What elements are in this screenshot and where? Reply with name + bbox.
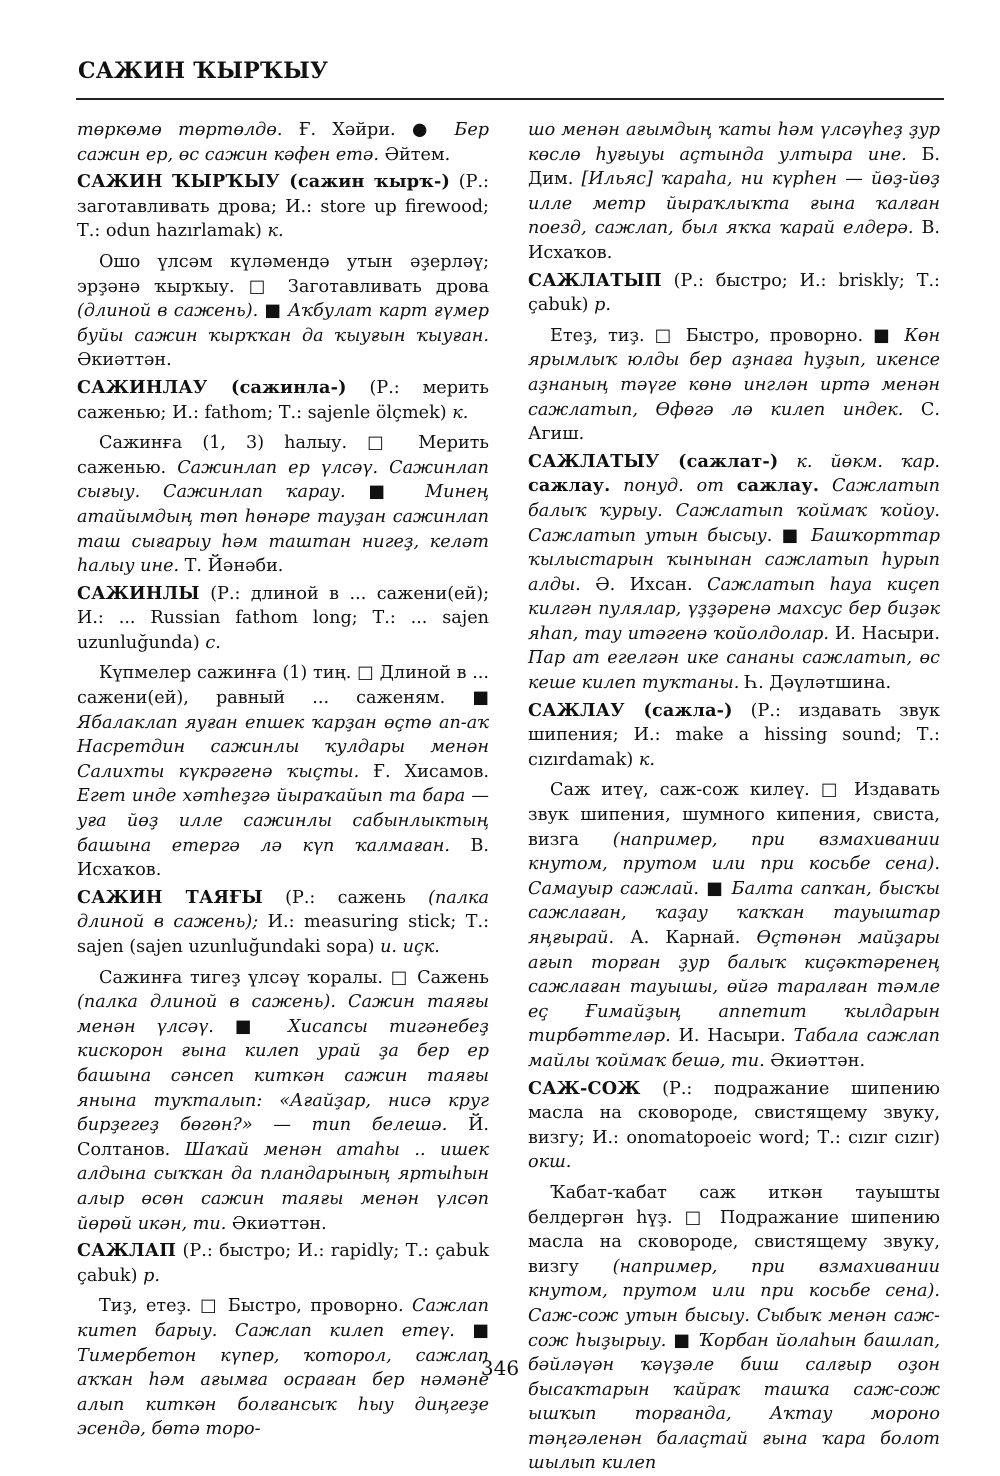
- italic-text: Аҡбулат карт ғүмер буйы сажин ҡырҡҡан да ҡыуғын ҡыуған.: [77, 301, 489, 346]
- continued-text: [77, 118, 489, 167]
- left-column: [77, 118, 489, 1442]
- italic-text: Сажинлап ер үлсәү. Сажинлап сығыу. Сажинлап ҡарау.: [77, 457, 489, 503]
- italic-text: Минең атайымдың төп һөнәре тауҙан сажинлап таш сығарыу һәм таштан нигеҙ, келәт һалыу ине.: [77, 482, 489, 577]
- italic-text: р.: [143, 1265, 160, 1286]
- headword: сажлау.: [736, 475, 820, 497]
- italic-text: и. иҫк.: [380, 937, 440, 957]
- text-segment: (Р.: заготавливать дрова; И.: store up firewood; Т.: odun hazırlamak): [77, 172, 489, 242]
- entry-definition: [77, 431, 489, 579]
- text-segment: (Р.: быстро; И.: rapidly; Т.: çabuk çabuk): [77, 1241, 489, 1286]
- text-segment: (Р.: подражание шипению масла на сковороде, свистящему звуку, визгу; И.: onomatopoeic word; Т.: cızır cızır): [528, 1078, 940, 1148]
- text-segment: В. Исхаҡов.: [528, 218, 940, 263]
- dictionary-entry: [77, 1239, 489, 1288]
- text-segment: Сажень: [409, 967, 489, 988]
- dictionary-entry: [528, 699, 940, 773]
- text-segment: Әкиәттән.: [764, 1050, 866, 1071]
- text-segment: (Р.: сажень: [262, 887, 429, 908]
- text-segment: Саж итеү, саж-сож килеү.: [550, 780, 821, 801]
- entry-definition: [528, 324, 940, 447]
- italic-text: Өҫтөнән майҙары ағып торған ҙур балыҡ киҫәктәренең сажлаған тауышы, өйгә таралған тәмле еҫ Ғимайҙың аппетит ҡылдарын тирбәттеләр.: [528, 928, 940, 1047]
- entry-definition: [77, 661, 489, 882]
- italic-text: (например, при взмахивании кнутом, прутом или при косьбе сена). Самауыр сажлай.: [528, 829, 941, 899]
- text-segment: И. Насыри.: [670, 1026, 794, 1047]
- text-segment: Әкиәттән.: [77, 350, 172, 371]
- text-segment: ■: [213, 1016, 289, 1037]
- headword: САЖИН ҠЫРҠЫУ (сажин ҡырҡ-): [77, 171, 450, 193]
- text-segment: ●: [411, 120, 439, 140]
- text-segment: □: [367, 433, 399, 454]
- headword: САЖ-СОЖ: [528, 1077, 641, 1099]
- italic-text: Көн ярымлыҡ юлды бер аҙнаға һуҙып, икенсе аҙнаның тәүге көнө инглән иртә менән сажлатып, Өфөгә лә килеп индек.: [528, 325, 941, 420]
- headword: САЖИНЛАУ (сажинла-): [77, 376, 347, 398]
- entry-definition: [528, 778, 940, 1073]
- entry-definition: [77, 250, 489, 373]
- dictionary-entry: [77, 376, 489, 425]
- text-segment: (Р.: быстро; И.: briskly; Т.: çabuk): [528, 270, 940, 316]
- italic-text: (палка длиной в сажень);: [77, 887, 489, 933]
- italic-text: к.: [267, 221, 284, 242]
- headword: САЖИН ТАЯҒЫ: [77, 886, 263, 908]
- italic-text: Егет инде хәтһеҙгә йыраҡайып та бара — уға йөҙ илле сажинлы сабынлыктың башына етергә лә күп ҡалмаған.: [77, 786, 489, 856]
- text-segment: Тиҙ, етеҙ.: [99, 1296, 200, 1317]
- headword: САЖЛАТЫУ (сажлат-): [528, 450, 779, 472]
- text-segment: А. Карнай.: [614, 928, 757, 948]
- italic-text: (длиной в сажень).: [77, 301, 259, 322]
- text-segment: □: [199, 1296, 220, 1317]
- text-segment: (Р.: мерить саженью; И.: fathom; Т.: sajenle ölçmek): [77, 377, 489, 423]
- text-segment: Ә. Ихсан.: [580, 574, 708, 595]
- text-segment: Етеҙ, тиҙ.: [550, 325, 655, 346]
- text-segment: Т. Йәнәби.: [179, 556, 284, 577]
- text-segment: Ғ. Хәйри.: [282, 120, 412, 140]
- text-segment: Әкиәттән.: [226, 1213, 327, 1234]
- dictionary-entry: [528, 269, 940, 318]
- text-segment: В. Исхаҡов.: [77, 835, 489, 881]
- page-number: 346: [480, 1356, 520, 1380]
- text-segment: ■: [258, 301, 288, 322]
- italic-text: төркөмө төртөлдө.: [77, 120, 283, 140]
- headword: САЖИНЛЫ: [77, 582, 200, 604]
- italic-text: Табала сажлап майлы ҡоймаҡ бешә, ти.: [528, 1026, 940, 1071]
- italic-text: (палка длиной в сажень). Сажин таяғы менән үлсәү.: [77, 992, 489, 1037]
- text-segment: Күпмелер сажинға (1) тиң.: [99, 663, 358, 684]
- running-head: САЖИН ҠЫРҠЫУ: [78, 58, 329, 84]
- text-segment: Заготавливать дрова: [273, 276, 490, 297]
- italic-text: окш.: [528, 1152, 572, 1173]
- text-segment: Әйтем.: [379, 144, 451, 165]
- text-segment: Сажинға тигеҙ үлсәү ҡоралы.: [99, 967, 391, 988]
- dictionary-entry: [77, 886, 489, 960]
- italic-text: Сажлап китеп барыу. Сажлап килеп етеү.: [77, 1296, 490, 1341]
- headword: САЖЛАП: [77, 1240, 177, 1262]
- italic-text: Башҡорттар ҡылыстарын ҡынынан сажлатып һурып алды.: [528, 525, 940, 595]
- text-segment: Б. Дим.: [528, 144, 940, 190]
- text-segment: ■: [666, 1330, 699, 1351]
- italic-text: Сажлатып балыҡ ҡурыу. Сажлатып ҡоймаҡ ҡойоу. Сажлатып утын бысыу.: [528, 476, 940, 546]
- italic-text: шо менән ағымдың ҡаты һәм үлсәүһеҙ ҙур көслө һуғыуы аҫтында ултыра ине.: [528, 120, 940, 165]
- text-segment: □: [248, 276, 274, 297]
- text-segment: ■: [772, 525, 812, 546]
- text-segment: С. Агиш.: [528, 399, 940, 445]
- text-segment: (Р.: длиной в ... сажени(ей); И.: ... Russian fathom long; Т.: ... sajen uzunluğunda): [77, 583, 489, 653]
- headword: сажлау.: [528, 475, 611, 497]
- text-segment: Быстро, проворно.: [675, 325, 874, 346]
- text-segment: □: [357, 663, 374, 684]
- text-segment: Ошо үлсәм күләмендә утын әҙерләү; эрҙәнә ҡырҡыу.: [77, 251, 489, 297]
- text-segment: Сажинға (1, 3) һалыу.: [99, 433, 368, 454]
- headword: САЖЛАУ (сажла-): [528, 699, 733, 721]
- text-segment: ■: [699, 878, 732, 899]
- text-segment: Ғ. Хисамов.: [359, 761, 489, 782]
- italic-text: Балта сапҡан, бысҡы сажлаған, ҡаҙау ҡаҡҡан тауыштар яңғырай.: [528, 878, 940, 948]
- text-segment: □: [390, 967, 410, 988]
- entry-definition: [77, 966, 489, 1237]
- dictionary-entry: [528, 450, 940, 696]
- italic-text: Бер сажин ер, өс сажин кәфен етә.: [77, 120, 489, 165]
- continued-text: [528, 118, 940, 266]
- text-segment: □: [820, 780, 843, 801]
- italic-text: р.: [594, 295, 611, 316]
- text-segment: Һ. Дәүләтшина.: [739, 673, 892, 694]
- text-segment: И.: measuring stick; Т.: sajen (sajen uzunluğundaki sopa): [77, 912, 490, 957]
- text-segment: Длиной в ... сажени(ей), равный ... саженям.: [77, 663, 489, 709]
- italic-text: Ябалаклап яуған епшек ҡарҙан өҫтө ап-аҡ Насретдин сажинлы ҡулдары менән Салихты күкрәгенә ҡыҫты.: [77, 712, 489, 782]
- italic-text: Пар ат егелгән ике сананы сажлатып, өс кеше килеп туҡтаны.: [528, 648, 940, 694]
- dictionary-entry: [77, 170, 489, 244]
- text-segment: И. Насыри.: [828, 623, 940, 644]
- italic-text: к. йөкм. ҡар.: [778, 451, 940, 472]
- italic-text: понуд. от: [610, 476, 737, 497]
- italic-text: к.: [452, 402, 469, 423]
- italic-text: Хисапсы тигәнебеҙ кискорон ғына килеп урай ҙа бер ер башына сәнсеп киткән сажин таяғы янына туҡталып: «Ағайҙар, нисә круг бирҙегеҙ бөгөн?» — тип белешә.: [77, 1016, 490, 1136]
- italic-text: Тимербетон күпер, ҡоторол, сажлап аҡҡан һәм ағымға осраған бер нәмәне алып киткән болғансыҡ һыу диңгеҙе эсендә, бөтә торо-: [77, 1345, 489, 1440]
- right-column: [528, 118, 940, 1476]
- italic-text: [Ильяс] ҡараһа, ни күрһен — йөҙ-йөҙ илле метр йыраҡлыҡта ғына ҡалған поезд, сажлап, был яҡҡа ҡарай елдерә.: [528, 169, 940, 239]
- dictionary-entry: [528, 1077, 940, 1175]
- italic-text: с.: [205, 632, 221, 653]
- text-segment: Издавать звук шипения, шумного кипения, свиста, визга: [528, 780, 941, 850]
- text-segment: ■: [472, 688, 489, 709]
- italic-text: Ҡорбан йолаһын башлап, бәйләүән ҡәүҙәле биш салғыр оҙон бысаҡтарын ҡайраҡ ташҡа саж-сож ышҡып торғанда, Аҡтау мороно тәңгәленән балаҫтай ғына ҡара болот шылып килеп: [528, 1330, 940, 1474]
- headword: САЖЛАТЫП: [528, 269, 662, 291]
- text-segment: ■: [454, 1320, 489, 1341]
- italic-text: (например, при взмахивании кнутом, прутом или при косьбе сена). Саж-сож утын бысыу. Сыбыҡ менән саж-сож һыҙырыу.: [528, 1256, 941, 1351]
- text-segment: Быстро, проворно.: [219, 1296, 413, 1317]
- text-segment: Ҡабат-ҡабат саж иткән тауышты белдергән һүҙ.: [528, 1182, 940, 1228]
- italic-text: к.: [638, 749, 655, 770]
- text-segment: □: [654, 325, 676, 346]
- text-segment: ■: [873, 325, 895, 346]
- text-segment: Подражание шипению масла на сковороде, свистящему звуку, визгу: [528, 1207, 940, 1277]
- italic-text: Сажлатып һауа киҫеп килгән пулялар, үҙҙәренә махсус бер биҙәк яһап, тау итәгенә ҡойолдолар.: [528, 574, 940, 644]
- header-rule: [76, 98, 944, 100]
- text-segment: □: [684, 1207, 708, 1228]
- text-segment: ■: [345, 482, 426, 503]
- text-segment: (Р.: издавать звук шипения; И.: make a hissing sound; Т.: cızırdamak): [528, 700, 940, 770]
- text-segment: Й. Солтанов.: [77, 1115, 489, 1160]
- entry-definition: [528, 1181, 940, 1476]
- dictionary-entry: [77, 582, 489, 656]
- italic-text: Шаҡай менән атаһы .. ишек алдына сыҡҡан да пландарының яртыһын алыр өсөн сажин таяғы менән үлсәп йөрөй икән, ти.: [77, 1139, 489, 1234]
- text-segment: Мерить саженью.: [77, 433, 490, 478]
